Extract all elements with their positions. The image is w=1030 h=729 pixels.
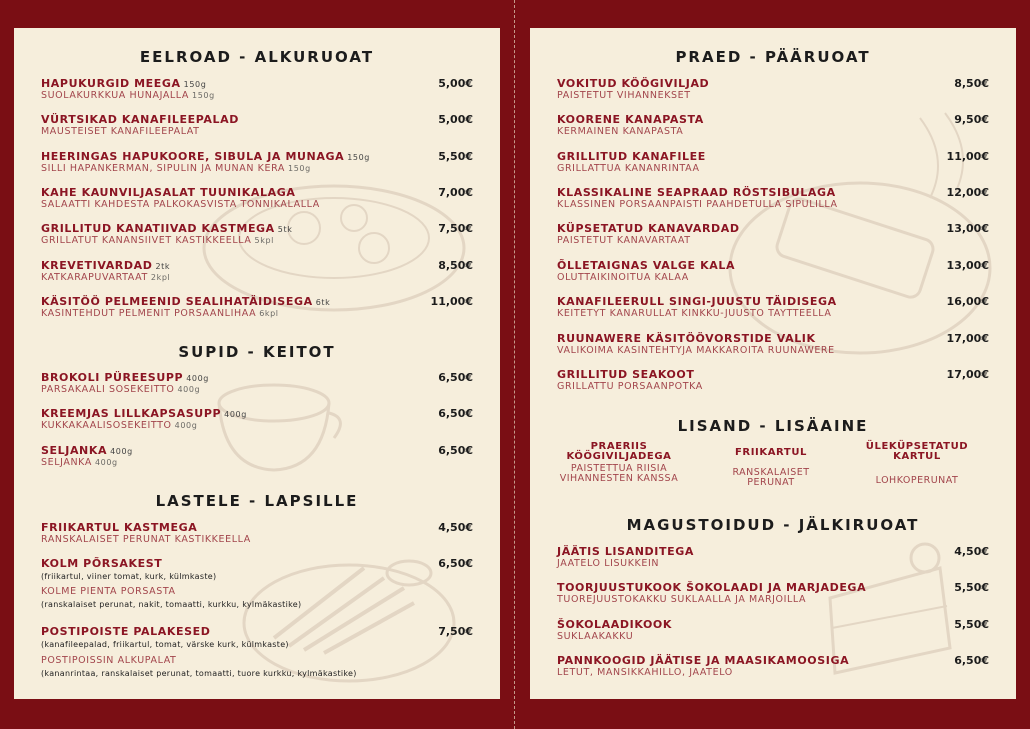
item-quantity: 400g (174, 421, 198, 430)
item-name: VÜRTSIKAD KANAFILEEPALAD (41, 113, 239, 126)
item-price: 13,00€ (946, 259, 989, 272)
item-name: ÕLLETAIGNAS VALGE KALA (557, 259, 736, 272)
item-quantity: 150g (192, 91, 215, 100)
item-price: 11,00€ (430, 295, 473, 308)
item-name: POSTIPOISTE PALAKESED (41, 625, 211, 638)
item-price: 17,00€ (946, 332, 989, 345)
item-quantity: 150g (288, 164, 311, 173)
item-quantity: 400g (110, 447, 133, 456)
item-subtitle: MAUSTEISET KANAFILEEPALAT (41, 126, 200, 137)
item-price: 8,50€ (954, 77, 989, 90)
item-name: KOLM PÕRSAKEST (41, 557, 163, 570)
item-subtitle: GRILLATUT KANANSIIVET KASTIKKEELLA 5kpl (41, 235, 274, 246)
side-name: ÜLEKÜPSETATUD KARTUL (865, 441, 969, 462)
item-subtitle: SALAATTI KAHDESTA PALKOKASVISTA TONNIKALALLA (41, 199, 320, 210)
section-title-kids: LASTELE - LAPSILLE (155, 492, 359, 510)
item-price: 4,50€ (438, 521, 473, 534)
item-subtitle: SUOLAKURKKUA HUNAJALLA 150g (41, 90, 215, 101)
section-title-soups: SUPID - KEITOT (178, 343, 336, 361)
item-price: 5,00€ (438, 113, 473, 126)
item-quantity: 2kpl (150, 273, 171, 282)
side-item (544, 442, 694, 484)
item-quantity: 5tk (277, 225, 293, 234)
item-subtitle: VALIKOIMA KÄSINTEHTYJÄ MAKKAROITA RUUNAWERE (557, 345, 835, 356)
section-title-desserts: MAGUSTOIDUD - JÄLKIRUOAT (626, 516, 920, 534)
item-name: KREVETIVARDAD 2tk (41, 259, 171, 272)
item-price: 7,00€ (438, 186, 473, 199)
item-quantity: 400g (224, 410, 247, 419)
item-price: 8,50€ (438, 259, 473, 272)
item-subtitle: GRILLATTUA KANANRINTAA (557, 163, 700, 174)
item-name: TOORJUUSTUKOOK ŠOKOLAADI JA MARJADEGA (557, 581, 867, 594)
item-subtitle: KOLME PIENTÄ PORSASTA (41, 586, 176, 597)
item-name: JÄÄTIS LISANDITEGA (557, 545, 694, 558)
item-subtitle: KÄSINTEHDUT PELMENIT PORSAANLIHAA 6kpl (41, 308, 279, 319)
item-price: 5,50€ (954, 581, 989, 594)
item-subtitle: RANSKALAISET PERUNAT KASTIKKEELLA (41, 534, 251, 545)
item-price: 11,00€ (946, 150, 989, 163)
item-name: VOKITUD KÖÖGIVILJAD (557, 77, 710, 90)
item-price: 6,50€ (438, 557, 473, 570)
menu-page-right (530, 28, 1016, 699)
section-title-sides: LISAND - LISÄAINE (677, 417, 869, 435)
item-price: 6,50€ (438, 371, 473, 384)
item-quantity: 2tk (155, 262, 171, 271)
item-quantity: 400g (186, 374, 209, 383)
item-name: KÜPSETATUD KANAVARDAD (557, 222, 740, 235)
center-fold-line (514, 0, 515, 729)
item-note: (friikartul, viiner tomat, kurk, külmkaste) (41, 572, 217, 581)
item-name: HEERINGAS HAPUKOORE, SIBULA JA MUNAGA 150g (41, 150, 370, 163)
side-subtitle: LOHKOPERUNAT (875, 475, 959, 486)
item-subtitle: SILLI HAPANKERMAN, SIPULIN JA MUNAN KERA 150g (41, 163, 311, 174)
side-subtitle: PAISTETTUA RIISIÄ VIHANNESTEN KANSSA (559, 463, 679, 484)
item-subtitle: KERMAINEN KANAPASTA (557, 126, 684, 137)
item-quantity: 400g (94, 458, 118, 467)
item-name: HAPUKURGID MEEGA 150g (41, 77, 207, 90)
item-price: 7,50€ (438, 625, 473, 638)
item-subtitle: JÄÄTELÖ LISUKKEIN (557, 558, 660, 569)
item-subtitle: TUOREJUUSTOKAKKU SUKLAALLA JA MARJOILLA (557, 594, 807, 605)
item-subtitle: SUKLAAKAKKU (557, 631, 634, 642)
item-quantity: 6tk (315, 298, 331, 307)
side-name: FRIIKARTUL (734, 447, 808, 458)
menu-page-left (14, 28, 500, 699)
item-name: KANAFILEERULL SINGI-JUUSTU TÄIDISEGA (557, 295, 837, 308)
item-note: (kanafileepalad, friikartul, tomat, värske kurk, külmkaste) (41, 640, 289, 649)
item-name: KÄSITÖÖ PELMEENID SEALIHATÄIDISEGA 6tk (41, 295, 331, 308)
item-subtitle: PARSAKAALI SOSEKEITTO 400g (41, 384, 201, 395)
item-name: GRILLITUD SEAKOOT (557, 368, 695, 381)
item-price: 16,00€ (946, 295, 989, 308)
item-price: 9,50€ (954, 113, 989, 126)
side-item (842, 442, 992, 486)
item-subtitle: PAISTETUT VIHANNEKSET (557, 90, 691, 101)
item-name: GRILLITUD KANAFILEE (557, 150, 706, 163)
item-name: KLASSIKALINE SEAPRAAD RÖSTSIBULAGA (557, 186, 836, 199)
side-subtitle: RANSKALAISET PERUNAT (732, 467, 810, 488)
item-note: (ranskalaiset perunat, nakit, tomaatti, kurkku, kylmäkastike) (41, 600, 302, 609)
item-name: SELJANKA 400g (41, 444, 133, 457)
item-quantity: 400g (177, 385, 201, 394)
item-price: 6,50€ (438, 444, 473, 457)
item-subtitle: PAISTETUT KANAVARTAAT (557, 235, 691, 246)
soup-bowl-sketch-icon (209, 358, 349, 488)
item-subtitle: KUKKAKAALISOSEKEITTO 400g (41, 420, 198, 431)
item-quantity: 6kpl (259, 309, 279, 318)
item-price: 4,50€ (954, 545, 989, 558)
section-title-mains: PRAED - PÄÄRUOAT (675, 48, 871, 66)
item-quantity: 5kpl (254, 236, 274, 245)
item-subtitle: POSTIPOISSIN ALKUPALAT (41, 655, 177, 666)
item-name: GRILLITUD KANATIIVAD KASTMEGA 5tk (41, 222, 293, 235)
item-subtitle: SELJANKA 400g (41, 457, 118, 468)
item-subtitle: KLASSINEN PORSAANPAISTI PAAHDETULLA SIPULILLA (557, 199, 838, 210)
item-name: KOORENE KANAPASTA (557, 113, 704, 126)
item-price: 5,50€ (438, 150, 473, 163)
item-price: 7,50€ (438, 222, 473, 235)
item-price: 6,50€ (438, 407, 473, 420)
item-price: 5,50€ (954, 618, 989, 631)
item-subtitle: OLUTTAIKINOITUA KALAA (557, 272, 689, 283)
item-subtitle: GRILLATTU PORSAANPOTKA (557, 381, 703, 392)
item-price: 5,00€ (438, 77, 473, 90)
item-name: FRIIKARTUL KASTMEGA (41, 521, 198, 534)
item-subtitle: KATKARAPUVARTAAT 2kpl (41, 272, 171, 283)
item-name: KREEMJAS LILLKAPSASUPP 400g (41, 407, 247, 420)
item-price: 17,00€ (946, 368, 989, 381)
item-name: ŠOKOLAADIKOOK (557, 618, 672, 631)
item-name: RUUNAWERE KÄSITÖÖVORSTIDE VALIK (557, 332, 816, 345)
item-name: BROKOLI PÜREESUPP 400g (41, 371, 209, 384)
item-note: (kananrintaa, ranskalaiset perunat, tomaatti, tuore kurkku, kylmäkastike) (41, 669, 357, 678)
item-price: 12,00€ (946, 186, 989, 199)
item-subtitle: KEITETYT KANARULLAT KINKKU-JUUSTO TÄYTTEELLÄ (557, 308, 832, 319)
item-price: 13,00€ (946, 222, 989, 235)
item-name: KAHE KAUNVILJASALAT TUUNIKALAGA (41, 186, 296, 199)
item-price: 6,50€ (954, 654, 989, 667)
item-name: PANNKOOGID JÄÄTISE JA MAASIKAMOOSIGA (557, 654, 850, 667)
item-quantity: 150g (183, 80, 207, 89)
section-title-starters: EELROAD - ALKURUOAT (139, 48, 375, 66)
side-item (696, 448, 846, 488)
item-quantity: 150g (347, 153, 370, 162)
side-name: PRAERIIS KÖÖGIVILJADEGA (566, 441, 672, 462)
item-subtitle: LETUT, MANSIKKAHILLO, JÄÄTELÖ (557, 667, 733, 678)
